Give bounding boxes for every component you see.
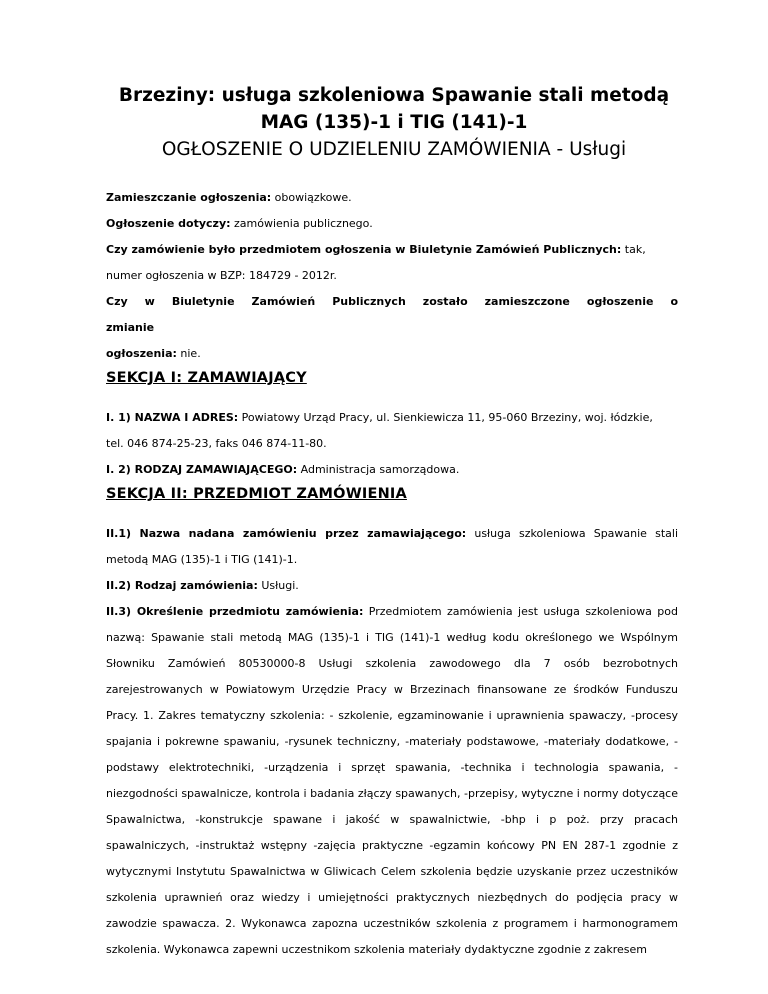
section-1-phone: tel. 046 874-25-23, faks 046 874-11-80. [106,437,327,450]
placement-label: Zamieszczanie ogłoszenia: [106,191,272,204]
document-title [106,82,678,136]
bzp-number: numer ogłoszenia w BZP: 184729 - 2012r. [106,269,337,282]
section-2-kind-value: Usługi. [257,579,299,592]
bzp-label: Czy zamówienie było przedmiotem ogłoszenia w Biuletynie Zamówień Publicznych: [106,243,622,256]
concerns-label: Ogłoszenie dotyczy: [106,217,231,230]
title-line-1: Brzeziny: usługa szkoleniowa Spawanie stali metodą [118,85,670,106]
section-2-description [106,599,678,963]
section-1-type [106,457,678,483]
section-2-name-label: II.1) Nazwa nadana zamówieniu przez zamawiającego: [106,527,467,540]
concerns-value: zamówienia publicznego. [230,217,373,230]
section-1-type-value: Administracja samorządowa. [297,463,460,476]
change-value: nie. [176,347,201,360]
change-question-line-1 [106,289,678,341]
section-1-name-address [106,405,678,431]
section-1-name-label: I. 1) NAZWA I ADRES: [106,411,239,424]
section-2-heading: SEKCJA II: PRZEDMIOT ZAMÓWIENIA [106,486,407,502]
section-2-desc-value: Przedmiotem zamówienia jest usługa szkoleniowa pod nazwą: Spawanie stali metodą MAG (135)-1 i TIG (141)-1 według kodu określonego we Wspólnym Słowniku Zamówień 80530000-8 Usługi szkolenia zawodowego dla 7 osób bezrobotnych zarejestrowanych w Powiatowym Urzędzie Pracy w Brzezinach finansowane ze środków Funduszu Pracy. 1. Zakres tematyczny szkolenia: - szkolenie, egzaminowanie i uprawnienia spawaczy, -procesy spajania i pokrewne spawaniu, -rysunek techniczny, -materiały podstawowe, -materiały dodatkowe, -podstawy elektrotechniki, -urządzenia i sprzęt spawania, -technika i technologia spawania, -niezgodności spawalnicze, kontrola i badania złączy spawanych, -przepisy, wytyczne i normy dotyczące Spawalnictwa, -konstrukcje spawane i jakość w spawalnictwie, -bhp i p poż. przy pracach spawalniczych, -instruktaż wstępny -zajęcia praktyczne -egzamin końcowy PN EN 287-1 zgodnie z wytycznymi Instytutu Spawalnictwa w Gliwicach Celem szkolenia będzie uzyskanie przez uczestników szkolenia uprawnień oraz wiedzy i umiejętności praktycznych niezbędnych do podjęcia pracy w zawodzie spawacza. 2. Wykonawca zapozna uczestników szkolenia z programem i harmonogramem szkolenia. Wykonawca zapewni uczestnikom szkolenia materiały dydaktyczne zgodnie z zakresem [106,605,678,956]
notice-metadata [106,185,678,367]
placement-value: obowiązkowe. [271,191,352,204]
section-1-name-value: Powiatowy Urząd Pracy, ul. Sienkiewicza 11, 95-060 Brzeziny, woj. łódzkie, [238,411,653,424]
section-1-type-label: I. 2) RODZAJ ZAMAWIAJĄCEGO: [106,463,298,476]
section-2-name-value: usługa szkoleniowa Spawanie stali metodą MAG (135)-1 i TIG (141)-1. [106,527,678,566]
section-2-desc-label: II.3) Określenie przedmiotu zamówienia: [106,605,364,618]
placement-row [106,185,678,211]
concerns-row [106,211,678,237]
change-label-line-2: ogłoszenia: [106,347,177,360]
section-2-kind [106,573,678,599]
section-2-name [106,521,678,573]
change-row [106,341,678,367]
section-2-body [106,521,678,963]
change-label-line-1: Czy w Biuletynie Zamówień Publicznych zostało zamieszczone ogłoszenie o zmianie [106,295,678,334]
title-line-2: MAG (135)-1 i TIG (141)-1 [260,112,528,133]
bzp-value: tak, [621,243,646,256]
section-1-body [106,405,678,483]
document-subtitle: OGŁOSZENIE O UDZIELENIU ZAMÓWIENIA - Usługi [161,139,627,160]
bzp-row [106,237,678,263]
section-1-heading: SEKCJA I: ZAMAWIAJĄCY [106,370,307,386]
document-header [106,0,678,163]
section-2-kind-label: II.2) Rodzaj zamówienia: [106,579,258,592]
